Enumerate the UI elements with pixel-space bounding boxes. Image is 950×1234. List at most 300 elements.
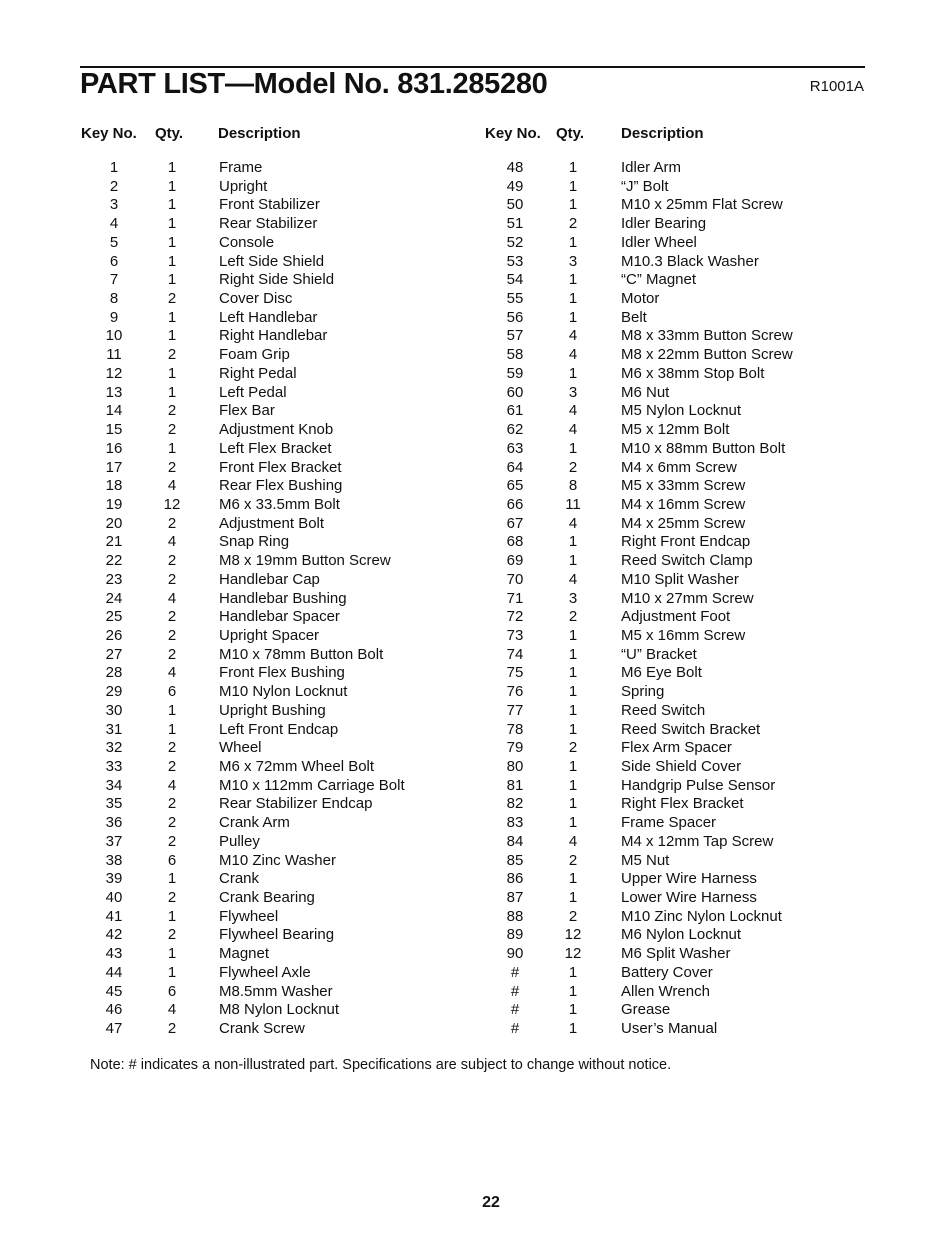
part-key-no: 5	[109, 233, 119, 251]
part-key-no: 31	[105, 720, 123, 738]
part-row	[0, 795, 420, 814]
part-key-no: 46	[105, 1001, 123, 1019]
part-row	[470, 515, 870, 534]
part-description: M8 Nylon Locknut	[219, 1001, 340, 1019]
part-qty: 4	[167, 589, 177, 607]
part-row	[0, 777, 420, 796]
part-qty: 1	[568, 271, 578, 289]
part-qty: 1	[167, 945, 177, 963]
part-key-no: 39	[105, 870, 123, 888]
part-qty: 1	[568, 196, 578, 214]
part-qty: 2	[167, 814, 177, 832]
part-key-no: 86	[506, 870, 524, 888]
part-description: M6 Nylon Locknut	[621, 926, 742, 944]
part-description: Flywheel Bearing	[219, 926, 335, 944]
part-qty: 1	[568, 720, 578, 738]
part-key-no: 9	[109, 308, 119, 326]
part-key-no: 53	[506, 252, 524, 270]
part-row	[0, 402, 420, 421]
part-row	[470, 664, 870, 683]
part-description: M10 Split Washer	[621, 570, 739, 588]
part-description: M8 x 19mm Button Screw	[219, 552, 391, 570]
part-qty: 1	[568, 982, 578, 1000]
part-key-no: 88	[506, 907, 524, 925]
part-qty: 4	[568, 402, 578, 420]
header-description-right: Description	[621, 125, 704, 142]
part-qty: 2	[167, 626, 177, 644]
part-qty: 2	[167, 795, 177, 813]
part-row	[0, 178, 420, 197]
part-key-no: 75	[506, 664, 524, 682]
part-description: Handlebar Cap	[219, 570, 320, 588]
part-qty: 1	[568, 776, 578, 794]
part-description: Crank Screw	[219, 1020, 305, 1038]
part-key-no: 20	[105, 514, 123, 532]
part-row	[470, 365, 870, 384]
header-description: Description	[218, 125, 301, 142]
part-qty: 1	[167, 720, 177, 738]
part-key-no: #	[510, 982, 520, 1000]
part-key-no: 85	[506, 851, 524, 869]
footnote: Note: # indicates a non-illustrated part. Specifications are subject to change without notice.	[90, 1057, 672, 1073]
part-description: M4 x 16mm Screw	[621, 495, 746, 513]
part-description: Adjustment Bolt	[219, 514, 325, 532]
part-row	[470, 627, 870, 646]
part-key-no: 13	[105, 383, 123, 401]
part-key-no: 78	[506, 720, 524, 738]
part-qty: 1	[568, 664, 578, 682]
part-description: Rear Flex Bushing	[219, 477, 343, 495]
part-description: Allen Wrench	[621, 982, 710, 1000]
parts-list-left	[0, 159, 420, 1039]
parts-list-right	[470, 159, 870, 1039]
part-qty: 1	[568, 308, 578, 326]
part-qty: 1	[167, 252, 177, 270]
part-description: M6 x 38mm Stop Bolt	[621, 364, 765, 382]
part-description: Reed Switch Clamp	[621, 552, 753, 570]
part-key-no: 45	[105, 982, 123, 1000]
part-qty: 2	[167, 889, 177, 907]
header-qty: Qty.	[155, 125, 184, 142]
part-row	[470, 1001, 870, 1020]
part-row	[470, 646, 870, 665]
part-qty: 2	[167, 758, 177, 775]
part-description: M6 Eye Bolt	[621, 664, 702, 682]
part-key-no: 25	[105, 608, 123, 626]
part-row	[470, 196, 870, 215]
part-row	[0, 852, 420, 871]
part-key-no: 26	[105, 626, 123, 644]
part-row	[470, 496, 870, 515]
part-description: Flywheel	[219, 907, 279, 925]
part-row	[470, 889, 870, 908]
part-key-no: 84	[506, 832, 524, 850]
part-row	[0, 327, 420, 346]
part-row	[0, 758, 420, 777]
part-qty: 6	[167, 851, 177, 869]
part-qty: 2	[568, 215, 578, 233]
part-key-no: 90	[506, 945, 524, 963]
part-description: M10 x 88mm Button Bolt	[621, 439, 786, 457]
part-key-no: 82	[506, 795, 524, 813]
part-key-no: 38	[105, 851, 123, 869]
part-description: Cover Disc	[219, 290, 293, 308]
part-row	[0, 739, 420, 758]
part-qty: 4	[167, 477, 177, 495]
part-row	[470, 402, 870, 421]
part-description: M4 x 25mm Screw	[621, 514, 746, 532]
part-row	[0, 908, 420, 927]
part-qty: 2	[568, 851, 578, 869]
part-key-no: 67	[506, 514, 524, 532]
part-row	[470, 814, 870, 833]
part-qty: 1	[568, 290, 578, 308]
part-qty: 2	[167, 514, 177, 532]
part-row	[470, 384, 870, 403]
part-row	[470, 215, 870, 234]
part-description: M4 x 6mm Screw	[621, 458, 737, 476]
part-qty: 1	[167, 233, 177, 251]
part-row	[470, 964, 870, 983]
part-description: User’s Manual	[621, 1020, 718, 1038]
part-row	[0, 721, 420, 740]
part-row	[0, 702, 420, 721]
part-key-no: 16	[105, 439, 123, 457]
page-title: PART LIST—Model No. 831.285280	[80, 68, 548, 100]
part-key-no: 59	[506, 364, 524, 382]
part-qty: 4	[167, 1001, 177, 1019]
part-description: M8 x 33mm Button Screw	[621, 327, 793, 345]
part-key-no: 60	[506, 383, 524, 401]
part-row	[470, 590, 870, 609]
part-description: “C” Magnet	[621, 271, 697, 289]
part-key-no: 10	[105, 327, 123, 345]
part-description: Front Flex Bracket	[219, 458, 342, 476]
page-number: 22	[482, 1194, 500, 1211]
part-qty: 1	[568, 645, 578, 663]
part-qty: 1	[568, 552, 578, 570]
part-row	[470, 421, 870, 440]
part-qty: 2	[167, 832, 177, 850]
part-description: Rear Stabilizer	[219, 215, 318, 233]
part-key-no: 81	[506, 776, 524, 794]
part-description: M10 x 27mm Screw	[621, 589, 754, 607]
part-key-no: 15	[105, 421, 123, 439]
part-key-no: 36	[105, 814, 123, 832]
part-key-no: 47	[105, 1020, 123, 1038]
part-key-no: #	[510, 1001, 520, 1019]
part-row	[470, 234, 870, 253]
part-description: M10 Nylon Locknut	[219, 683, 348, 701]
part-qty: 1	[568, 1001, 578, 1019]
part-qty: 2	[167, 645, 177, 663]
part-description: Front Stabilizer	[219, 196, 320, 214]
part-description: Idler Arm	[621, 159, 682, 176]
part-description: Right Flex Bracket	[621, 795, 744, 813]
part-description: Front Flex Bushing	[219, 664, 345, 682]
header-qty-right: Qty.	[556, 125, 585, 142]
part-qty: 1	[167, 439, 177, 457]
part-description: Handlebar Spacer	[219, 608, 340, 626]
part-key-no: 83	[506, 814, 524, 832]
part-row	[470, 253, 870, 272]
part-description: Wheel	[219, 739, 262, 757]
part-qty: 1	[167, 308, 177, 326]
part-row	[0, 159, 420, 178]
part-qty: 1	[167, 907, 177, 925]
part-row	[470, 533, 870, 552]
part-key-no: 11	[106, 346, 122, 364]
part-qty: 2	[167, 552, 177, 570]
part-description: M6 Split Washer	[621, 945, 731, 963]
part-qty: 2	[167, 290, 177, 308]
part-row	[470, 271, 870, 290]
part-qty: 1	[167, 215, 177, 233]
document-code: R1001A	[809, 78, 864, 95]
part-description: Lower Wire Harness	[621, 889, 757, 907]
part-qty: 12	[564, 945, 582, 963]
part-description: “J” Bolt	[621, 177, 669, 195]
part-row	[0, 196, 420, 215]
part-description: Console	[219, 233, 275, 251]
part-key-no: 66	[506, 495, 524, 513]
part-qty: 2	[167, 739, 177, 757]
part-qty: 1	[568, 963, 578, 981]
part-key-no: 6	[109, 252, 119, 270]
part-key-no: 73	[506, 626, 524, 644]
part-row	[0, 496, 420, 515]
part-description: Right Handlebar	[219, 327, 328, 345]
part-row	[470, 309, 870, 328]
part-qty: 1	[568, 233, 578, 251]
part-row	[470, 346, 870, 365]
part-description: M6 x 72mm Wheel Bolt	[219, 758, 375, 775]
part-row	[0, 889, 420, 908]
part-key-no: 62	[506, 421, 524, 439]
part-key-no: 17	[105, 458, 123, 476]
part-qty: 1	[167, 177, 177, 195]
part-row	[0, 384, 420, 403]
part-qty: 1	[568, 159, 578, 176]
part-qty: 4	[568, 832, 578, 850]
part-row	[0, 627, 420, 646]
part-row	[470, 908, 870, 927]
part-description: M5 x 12mm Bolt	[621, 421, 730, 439]
part-description: M5 Nut	[621, 851, 670, 869]
part-qty: 1	[167, 271, 177, 289]
part-key-no: 56	[506, 308, 524, 326]
part-description: M4 x 12mm Tap Screw	[621, 832, 774, 850]
part-qty: 2	[568, 458, 578, 476]
part-key-no: 42	[105, 926, 123, 944]
part-key-no: 32	[105, 739, 123, 757]
part-key-no: 64	[506, 458, 524, 476]
part-row	[470, 739, 870, 758]
part-description: Flex Arm Spacer	[621, 739, 732, 757]
part-row	[0, 234, 420, 253]
part-description: M10.3 Black Washer	[621, 252, 759, 270]
part-qty: 4	[568, 327, 578, 345]
part-row	[0, 926, 420, 945]
part-description: Spring	[621, 683, 665, 701]
part-qty: 1	[568, 795, 578, 813]
part-row	[470, 702, 870, 721]
part-description: Reed Switch	[621, 701, 706, 719]
part-description: M5 Nylon Locknut	[621, 402, 742, 420]
part-qty: 2	[568, 608, 578, 626]
part-qty: 2	[167, 1020, 177, 1038]
part-description: Grease	[621, 1001, 671, 1019]
part-description: Upper Wire Harness	[621, 870, 757, 888]
part-description: Upright Bushing	[219, 701, 326, 719]
part-qty: 2	[167, 608, 177, 626]
part-qty: 1	[167, 159, 177, 176]
part-description: Frame Spacer	[621, 814, 717, 832]
part-row	[470, 459, 870, 478]
part-key-no: 70	[506, 570, 524, 588]
part-key-no: 41	[105, 907, 123, 925]
part-qty: 1	[167, 963, 177, 981]
part-description: “U” Bracket	[621, 645, 697, 663]
part-key-no: 44	[105, 963, 123, 981]
part-key-no: 33	[105, 758, 123, 775]
part-qty: 1	[568, 758, 578, 775]
part-row	[0, 271, 420, 290]
part-key-no: 24	[105, 589, 123, 607]
part-description: M10 Zinc Nylon Locknut	[621, 907, 782, 925]
part-row	[0, 459, 420, 478]
part-key-no: 52	[506, 233, 524, 251]
part-description: Upright	[219, 177, 268, 195]
part-qty: 2	[167, 346, 177, 364]
part-row	[470, 608, 870, 627]
part-key-no: 40	[105, 889, 123, 907]
part-description: Pulley	[219, 832, 260, 850]
part-description: Right Front Endcap	[621, 533, 751, 551]
part-qty: 1	[568, 870, 578, 888]
part-description: Crank Arm	[219, 814, 290, 832]
part-key-no: 8	[109, 290, 119, 308]
part-row	[0, 533, 420, 552]
part-description: M10 x 112mm Carriage Bolt	[219, 776, 405, 794]
part-row	[0, 945, 420, 964]
part-row	[0, 664, 420, 683]
part-description: Snap Ring	[219, 533, 290, 551]
part-description: Side Shield Cover	[621, 758, 742, 775]
part-row	[0, 814, 420, 833]
part-key-no: 35	[105, 795, 123, 813]
part-key-no: 72	[506, 608, 524, 626]
part-qty: 4	[568, 514, 578, 532]
part-key-no: 28	[105, 664, 123, 682]
part-qty: 1	[167, 327, 177, 345]
part-key-no: 12	[105, 364, 123, 382]
part-key-no: 3	[109, 196, 119, 214]
part-key-no: #	[510, 963, 520, 981]
part-qty: 3	[568, 383, 578, 401]
part-qty: 6	[167, 982, 177, 1000]
part-key-no: 68	[506, 533, 524, 551]
part-row	[470, 571, 870, 590]
part-key-no: 49	[506, 177, 524, 195]
part-key-no: 89	[506, 926, 524, 944]
part-qty: 1	[167, 870, 177, 888]
part-row	[470, 926, 870, 945]
part-qty: 1	[568, 701, 578, 719]
part-row	[470, 945, 870, 964]
part-qty: 2	[167, 421, 177, 439]
part-row	[470, 327, 870, 346]
part-description: Battery Cover	[621, 963, 713, 981]
part-row	[470, 852, 870, 871]
part-row	[0, 440, 420, 459]
part-qty: 11	[565, 495, 581, 513]
part-key-no: 21	[105, 533, 123, 551]
part-qty: 1	[568, 439, 578, 457]
part-row	[0, 683, 420, 702]
part-description: M10 x 25mm Flat Screw	[621, 196, 783, 214]
part-qty: 1	[568, 177, 578, 195]
part-description: M8 x 22mm Button Screw	[621, 346, 793, 364]
part-qty: 4	[167, 776, 177, 794]
part-description: Crank Bearing	[219, 889, 315, 907]
part-key-no: 23	[105, 570, 123, 588]
part-qty: 1	[568, 814, 578, 832]
part-description: Adjustment Knob	[219, 421, 334, 439]
part-row	[470, 721, 870, 740]
part-description: Magnet	[219, 945, 270, 963]
part-description: Handgrip Pulse Sensor	[621, 776, 776, 794]
part-key-no: 2	[109, 177, 119, 195]
part-key-no: 7	[109, 271, 119, 289]
part-key-no: 65	[506, 477, 524, 495]
part-description: Belt	[621, 308, 647, 326]
part-key-no: 4	[109, 215, 119, 233]
part-key-no: #	[510, 1020, 520, 1038]
part-key-no: 22	[105, 552, 123, 570]
part-description: Frame	[219, 159, 263, 176]
part-description: M8.5mm Washer	[219, 982, 333, 1000]
part-key-no: 50	[506, 196, 524, 214]
part-key-no: 34	[105, 776, 123, 794]
part-description: Foam Grip	[219, 346, 290, 364]
part-key-no: 48	[506, 159, 524, 176]
part-description: Idler Wheel	[621, 233, 697, 251]
part-qty: 1	[568, 1020, 578, 1038]
part-row	[0, 421, 420, 440]
part-key-no: 18	[105, 477, 123, 495]
part-key-no: 55	[506, 290, 524, 308]
part-row	[470, 159, 870, 178]
part-qty: 1	[167, 383, 177, 401]
part-key-no: 80	[506, 758, 524, 775]
part-description: Idler Bearing	[621, 215, 707, 233]
part-key-no: 76	[506, 683, 524, 701]
part-row	[0, 290, 420, 309]
part-row	[0, 870, 420, 889]
part-key-no: 27	[105, 645, 123, 663]
part-row	[470, 552, 870, 571]
part-row	[470, 178, 870, 197]
part-description: Flex Bar	[219, 402, 275, 420]
part-description: Upright Spacer	[219, 626, 320, 644]
part-key-no: 58	[506, 346, 524, 364]
part-description: Left Handlebar	[219, 308, 318, 326]
part-key-no: 69	[506, 552, 524, 570]
part-qty: 1	[167, 701, 177, 719]
part-row	[0, 515, 420, 534]
part-qty: 4	[568, 421, 578, 439]
